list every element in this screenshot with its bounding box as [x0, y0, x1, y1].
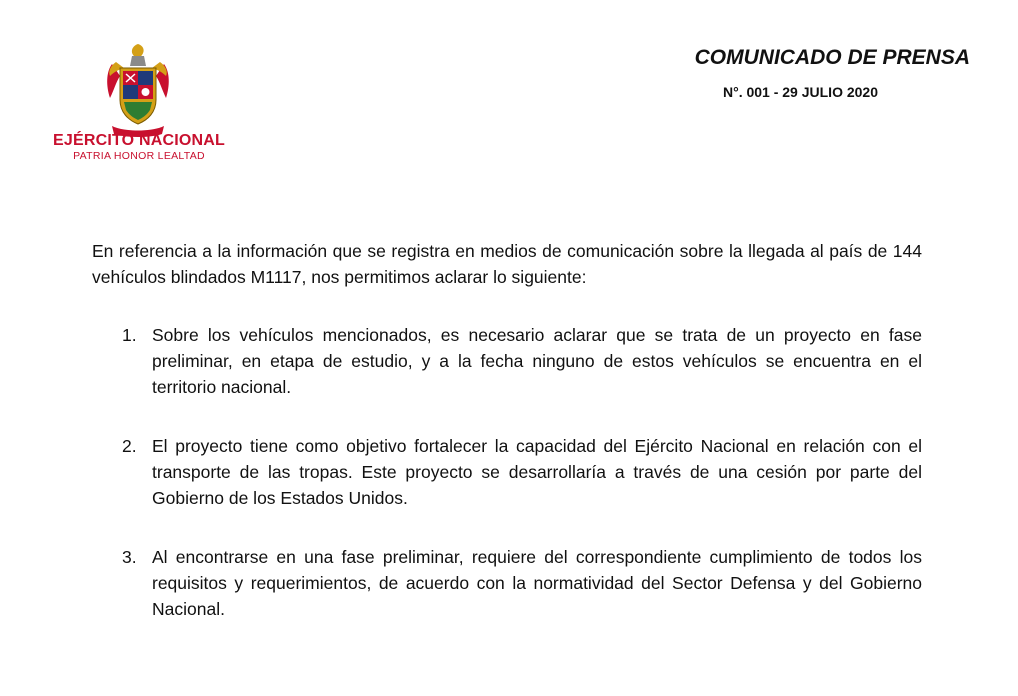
- intro-paragraph: En referencia a la información que se registra en medios de comunicación sobre la llegada al país de 144 vehículos blindados M1117, nos permitimos aclarar lo siguiente:: [92, 240, 922, 287]
- press-release-title: COMUNICADO DE PRENSA: [694, 46, 970, 69]
- org-motto: PATRIA HONOR LEALTAD: [73, 150, 205, 162]
- press-release-number: N°. 001 - 29 JULIO 2020: [722, 84, 878, 100]
- list-item-number: 2.: [122, 436, 137, 456]
- list-item: [92, 433, 922, 511]
- points-list: [92, 322, 922, 655]
- army-logo: [44, 42, 234, 172]
- list-item-text: Sobre los vehículos mencionados, es necesario aclarar que se trata de un proyecto en fase preliminar, en etapa de estudio, y a la fecha ninguno de estos vehículos se encuentra en el territorio nacional.: [152, 325, 922, 397]
- list-item-number: 1.: [122, 325, 137, 345]
- list-item-text: Al encontrarse en una fase preliminar, requiere del correspondiente cumplimiento de todos los requisitos y requerimientos, de acuerdo con la normatividad del Sector Defensa y del Gobierno Nacional.: [152, 547, 922, 619]
- list-item: [92, 322, 922, 400]
- list-item-text: El proyecto tiene como objetivo fortalecer la capacidad del Ejército Nacional en relación con el transporte de las tropas. Este proyecto se desarrollaría a través de una cesión por parte del Gobierno de los Estados Unidos.: [152, 436, 922, 508]
- list-item: [92, 544, 922, 622]
- list-item-number: 3.: [122, 547, 137, 567]
- org-name: EJÉRCITO NACIONAL: [52, 132, 225, 149]
- army-crest-icon: [102, 42, 174, 140]
